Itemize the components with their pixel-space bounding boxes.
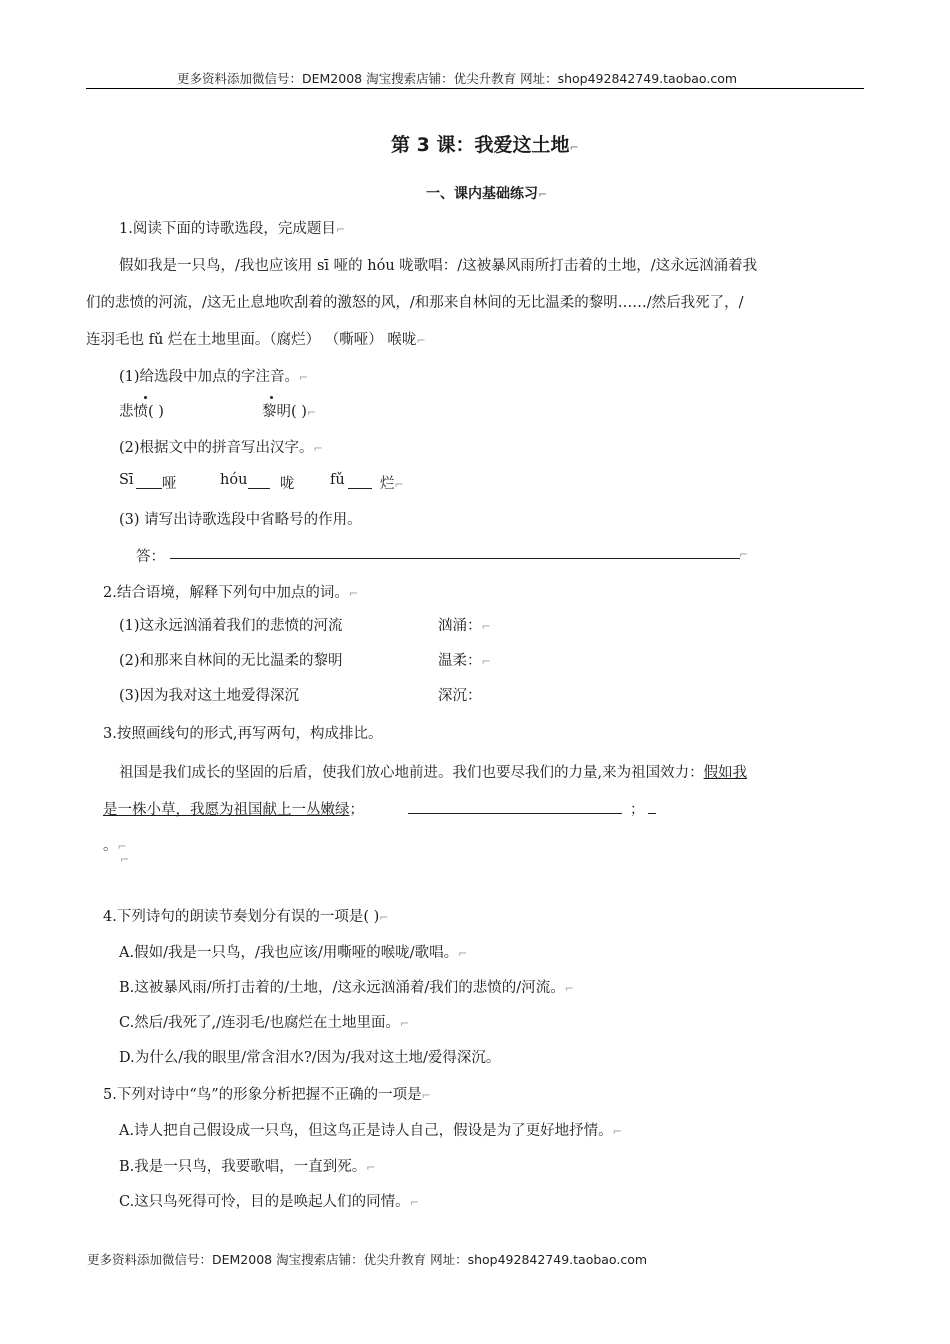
q3-line-3: 。⌐ (103, 838, 127, 854)
q1-part2-item-b-char: 咙 (280, 476, 295, 492)
q1-part1-stem: (1)给选段中加点的字注音。⌐ (119, 369, 309, 385)
q4-option-c: C.然后/我死了,/连羽毛/也腐烂在土地里面。⌐ (119, 1015, 410, 1031)
emphasis-dot (270, 396, 273, 399)
q5-option-a: A.诗人把自己假设成一只鸟，但这鸟正是诗人自己，假设是为了更好地抒情。⌐ (119, 1123, 622, 1139)
q5-option-c: C.这只鸟死得可怜，目的是唤起人们的同情。⌐ (119, 1194, 419, 1210)
q1-part2-item-c: fǔ (330, 472, 345, 488)
q1-part1-item-b: 黎明( )⌐ (262, 404, 317, 420)
q1-part2-item-a: Sī (119, 472, 134, 488)
answer-label: 答： (136, 549, 165, 565)
answer-line[interactable] (170, 558, 740, 559)
q2-item-3: (3)因为我对这土地爱得深沉 (119, 688, 300, 704)
para-mark: ⌐ (739, 548, 749, 561)
header-rule (86, 88, 864, 89)
q1-part2-item-c-char: 烂⌐ (380, 476, 404, 492)
emphasis-dot (144, 396, 147, 399)
para-mark: ⌐ (120, 853, 130, 866)
fill-blank[interactable] (136, 488, 162, 489)
page-footer: 更多资料添加微信号：DEM2008 淘宝搜索店铺：优尖升教育 网址：shop492842749.taobao.com (87, 1252, 648, 1267)
question-3-stem: 3.按照画线句的形式,再写两句，构成排比。 (103, 726, 383, 742)
q2-item-1-word: 汹涌：⌐ (438, 618, 491, 634)
question-2-stem: 2.结合语境，解释下列句中加点的词。⌐ (103, 585, 359, 601)
poem-line-3: 连羽毛也 fǔ 烂在土地里面。（腐烂） （嘶哑） 喉咙⌐ (86, 332, 426, 348)
page-header: 更多资料添加微信号：DEM2008 淘宝搜索店铺：优尖升教育 网址：shop492842749.taobao.com (177, 71, 738, 86)
fill-blank[interactable] (648, 813, 656, 814)
q1-part2-stem: (2)根据文中的拼音写出汉字。⌐ (119, 440, 323, 456)
q4-option-a: A.假如/我是一只鸟，/我也应该/用嘶哑的喉咙/歌唱。⌐ (119, 945, 468, 961)
question-5-stem: 5.下列对诗中“鸟”的形象分析把握不正确的一项是⌐ (103, 1087, 431, 1103)
page-title: 第 3 课：我爱这土地⌐ (391, 134, 579, 156)
question-4-stem: 4.下列诗句的朗读节奏划分有误的一项是( )⌐ (103, 909, 389, 925)
q4-option-d: D.为什么/我的眼里/常含泪水?/因为/我对这土地/爱得深沉。 (119, 1050, 501, 1066)
fill-blank[interactable] (248, 488, 270, 489)
q3-passage-line-1: 祖国是我们成长的坚固的后盾，使我们放心地前进。我们也要尽我们的力量,来为祖国效力：假如我 (119, 765, 748, 781)
q2-item-1: (1)这永远汹涌着我们的悲愤的河流 (119, 618, 343, 634)
q1-part2-item-b: hóu (220, 472, 248, 488)
q2-item-2-word: 温柔：⌐ (438, 653, 491, 669)
q2-item-3-word: 深沉： (438, 688, 482, 704)
poem-line-2: 们的悲愤的河流，/这无止息地吹刮着的激怒的风，/和那来自林间的无比温柔的黎明……/然后我死了，/ (86, 295, 744, 311)
q3-separator: ； (630, 802, 645, 818)
q1-part3-stem: (3) 请写出诗歌选段中省略号的作用。 (119, 512, 362, 528)
poem-line-1: 假如我是一只鸟，/我也应该用 sī 哑的 hóu 咙歌唱：/这被暴风雨所打击着的土地，/这永远汹涌着我 (119, 258, 758, 274)
q2-item-2: (2)和那来自林间的无比温柔的黎明 (119, 653, 343, 669)
q4-option-b: B.这被暴风雨/所打击着的/土地，/这永远汹涌着/我们的悲愤的/河流。⌐ (119, 980, 574, 996)
fill-blank[interactable] (348, 488, 372, 489)
q3-passage-line-2: 是一株小草，我愿为祖国献上一丛嫩绿； (103, 802, 364, 818)
section-heading: 一、课内基础练习⌐ (426, 186, 548, 202)
q1-part1-item-a: 悲愤( ) (119, 404, 164, 420)
q1-part2-item-a-char: 哑 (162, 476, 177, 492)
fill-blank[interactable] (408, 813, 622, 814)
question-1-stem: 1.阅读下面的诗歌选段，完成题目⌐ (119, 221, 346, 237)
q5-option-b: B.我是一只鸟，我要歌唱，一直到死。⌐ (119, 1159, 376, 1175)
